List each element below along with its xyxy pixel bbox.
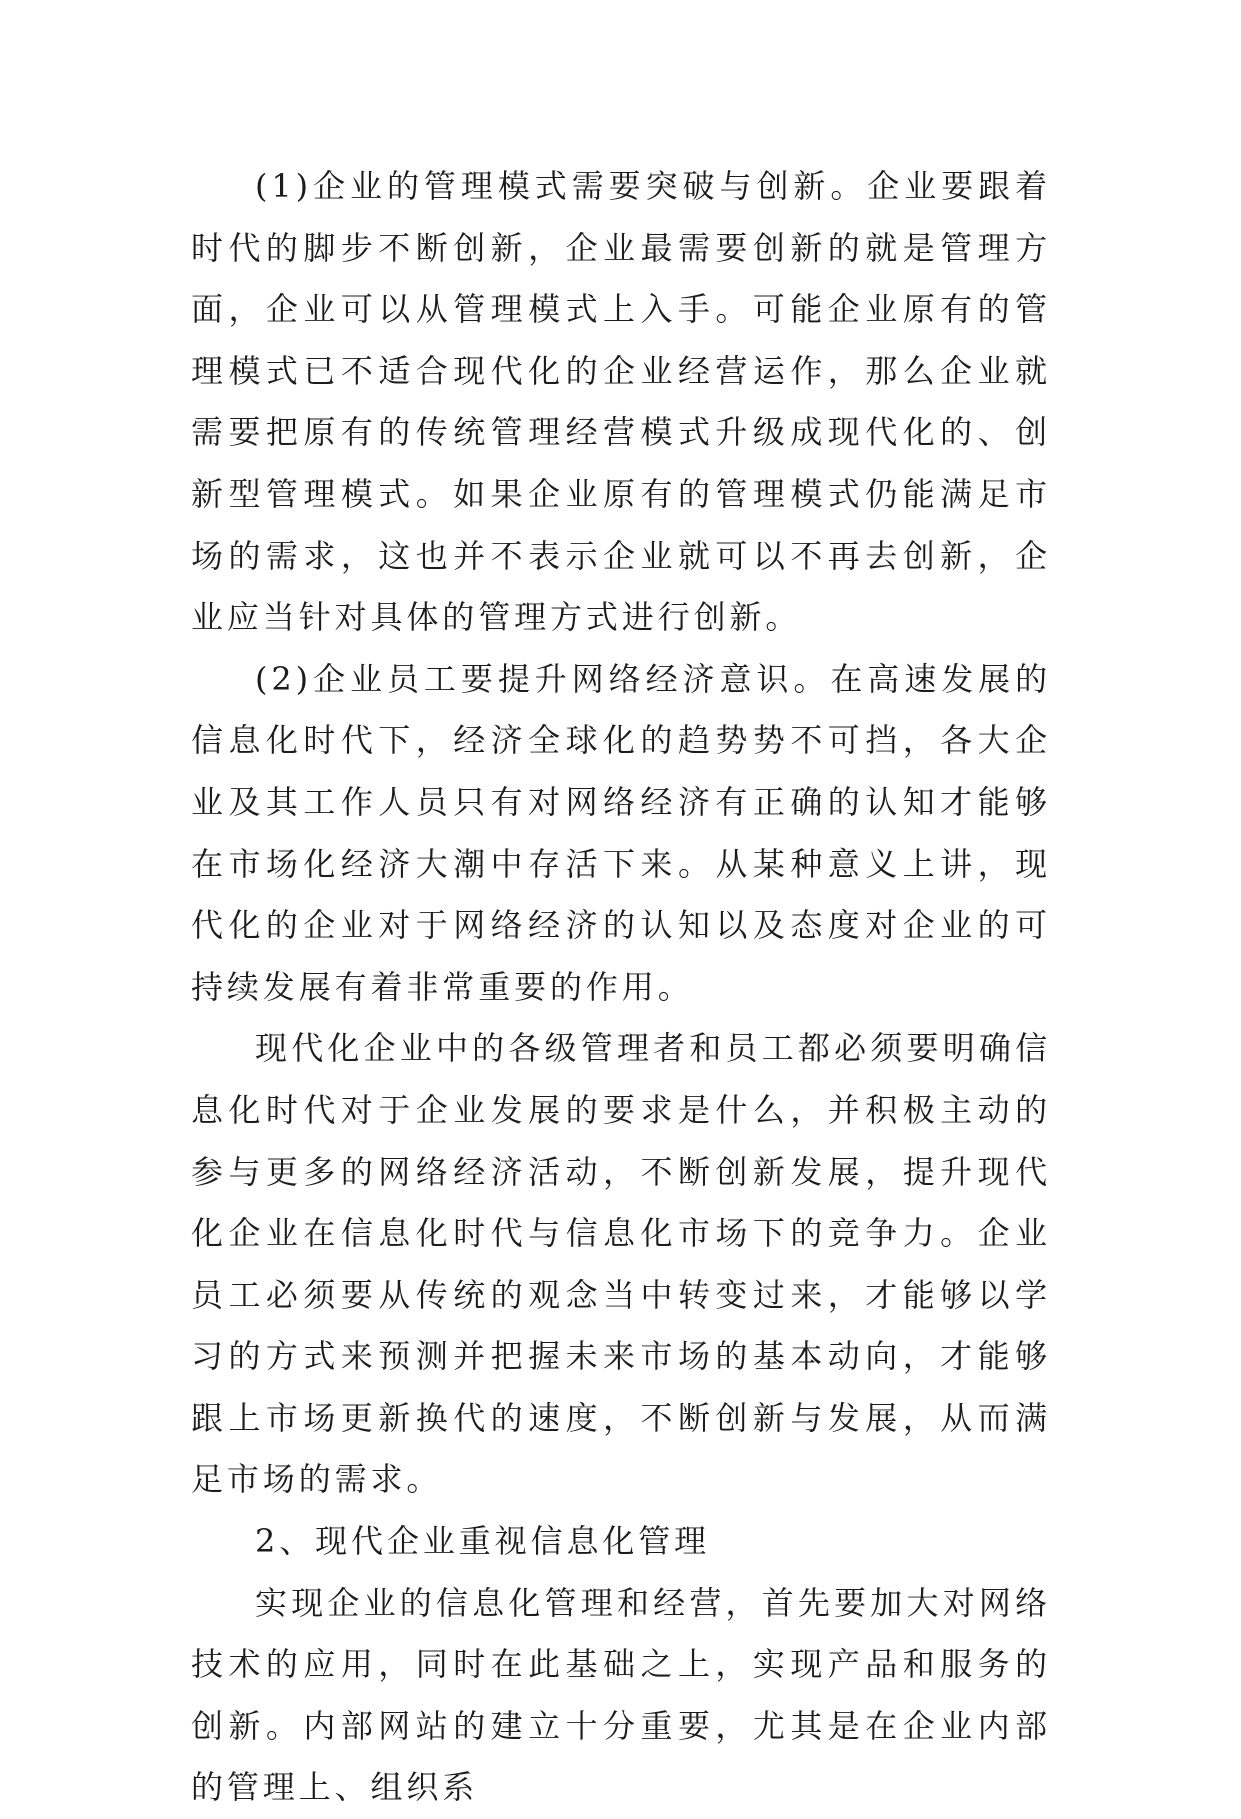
paragraph-network-economy-awareness: (2)企业员工要提升网络经济意识。在高速发展的信息化时代下，经济全球化的趋势势不可挡，各大企业及其工作人员只有对网络经济有正确的认知才能够在市场化经济大潮中存活下来。从某种意义上讲，现代化的企业对于网络经济的认知以及态度对企业的可持续发展有着非常重要的作用。 (191, 659, 1051, 1006)
section-heading: 2、现代企业重视信息化管理 (255, 1522, 711, 1561)
document-body (191, 156, 1051, 1819)
paragraph-management-mode: (1)企业的管理模式需要突破与创新。企业要跟着时代的脚步不断创新，企业最需要创新的就是管理方面，企业可以从管理模式上入手。可能企业原有的管理模式已不适合现代化的企业经营运作，那么企业就需要把原有的传统管理经营模式升级成现代化的、创新型管理模式。如果企业原有的管理模式仍能满足市场的需求，这也并不表示企业就可以不再去创新，企业应当针对具体的管理方式进行创新。 (191, 167, 1051, 637)
paragraph-information-management: 实现企业的信息化管理和经营，首先要加大对网络技术的应用，同时在此基础之上，实现产品和服务的创新。内部网站的建立十分重要，尤其是在企业内部的管理上、组织系 (191, 1583, 1051, 1807)
paragraph-modern-enterprise-staff: 现代化企业中的各级管理者和员工都必须要明确信息化时代对于企业发展的要求是什么，并积极主动的参与更多的网络经济活动，不断创新发展，提升现代化企业在信息化时代与信息化市场下的竞争力。企业员工必须要从传统的观念当中转变过来，才能够以学习的方式来预测并把握未来市场的基本动向，才能够跟上市场更新换代的速度，不断创新与发展，从而满足市场的需求。 (191, 1029, 1051, 1499)
